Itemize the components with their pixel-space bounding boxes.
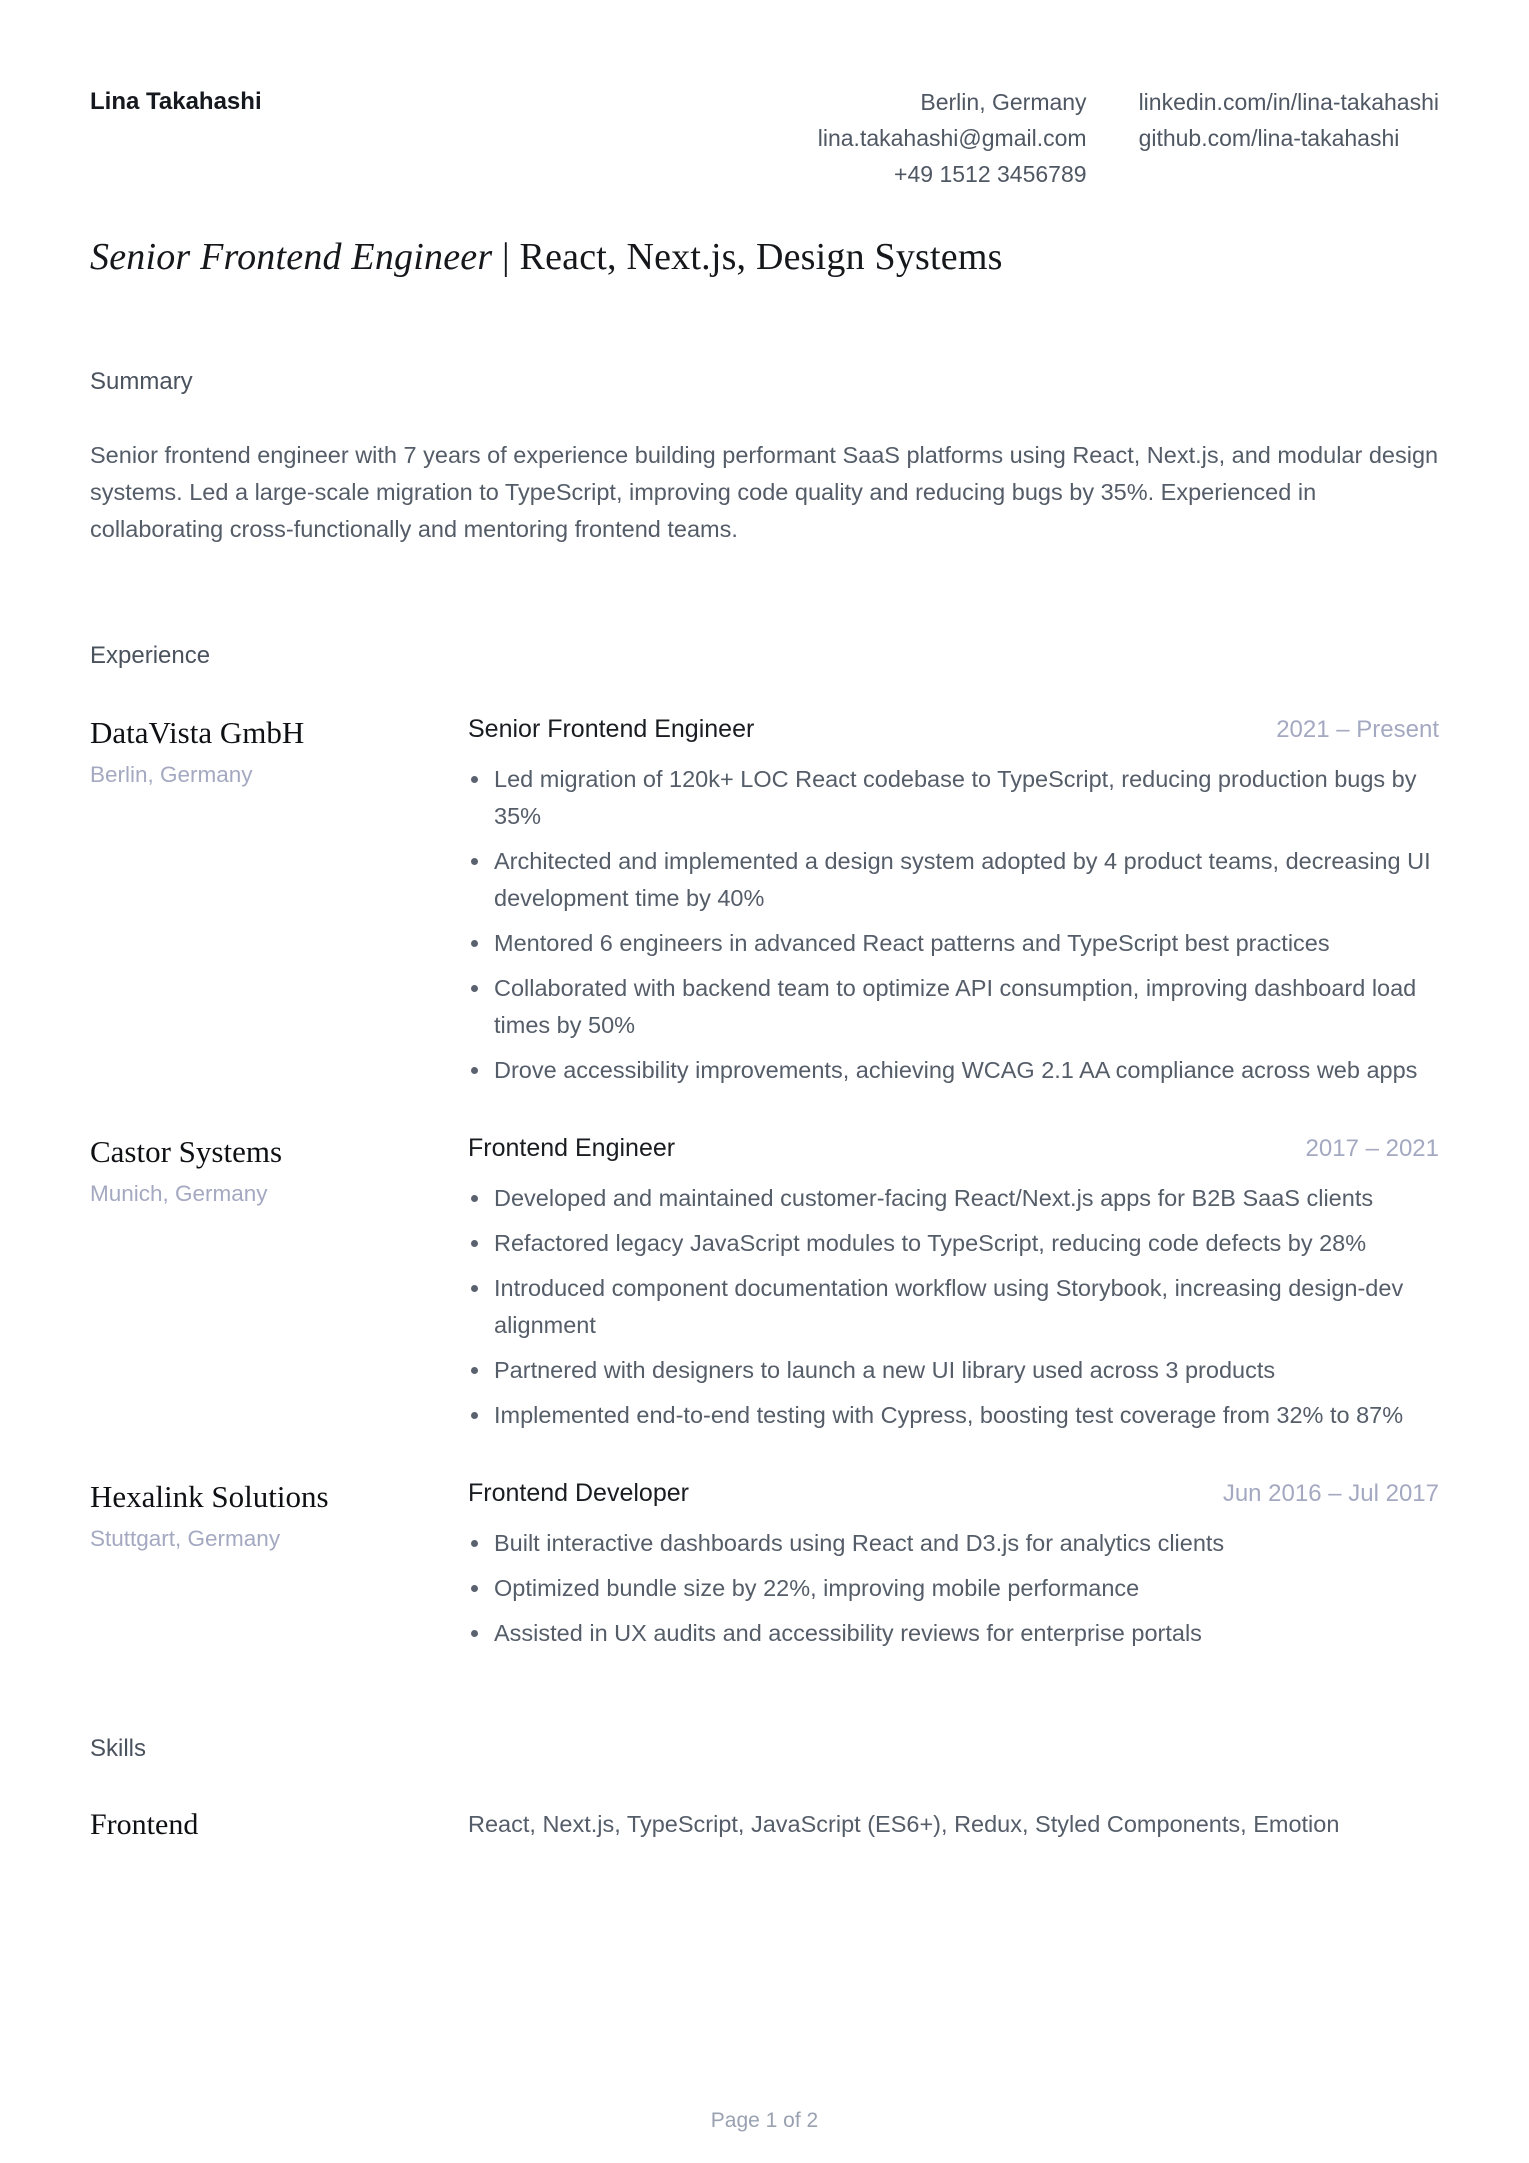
entry-detail-column — [468, 1133, 1439, 1434]
experience-section — [90, 641, 1439, 1652]
contact-primary — [818, 84, 1087, 192]
bullet-item: Architected and implemented a design system adopted by 4 product teams, decreasing UI development time by 40% — [468, 843, 1439, 917]
person-name: Lina Takahashi — [90, 88, 262, 115]
job-dates: 2021 – Present — [1276, 716, 1439, 743]
contact-block — [818, 84, 1439, 192]
entry-detail-column — [468, 714, 1439, 1089]
company-location: Berlin, Germany — [90, 762, 253, 787]
job-dates: 2017 – 2021 — [1305, 1135, 1439, 1162]
contact-links — [1139, 84, 1439, 192]
bullet-item: Led migration of 120k+ LOC React codebase to TypeScript, reducing production bugs by 35% — [468, 761, 1439, 835]
skill-category: Frontend — [90, 1808, 199, 1841]
headline-role: Senior Frontend Engineer — [90, 236, 493, 278]
headline — [90, 234, 1439, 281]
role-row — [468, 1478, 1439, 1509]
job-title: Senior Frontend Engineer — [468, 715, 755, 743]
company-location: Stuttgart, Germany — [90, 1526, 281, 1551]
page-indicator: Page 1 of 2 — [710, 2109, 819, 2132]
job-bullets — [468, 1525, 1439, 1652]
summary-label: Summary — [90, 368, 193, 395]
headline-separator: | — [492, 236, 520, 278]
experience-entry — [90, 1478, 1439, 1652]
page-footer — [0, 2109, 1529, 2133]
job-dates: Jun 2016 – Jul 2017 — [1222, 1480, 1439, 1507]
company-name: Hexalink Solutions — [90, 1479, 329, 1514]
role-row — [468, 1133, 1439, 1164]
company-name: Castor Systems — [90, 1134, 283, 1169]
bullet-item: Introduced component documentation workflow using Storybook, increasing design-dev alignment — [468, 1270, 1439, 1344]
job-bullets — [468, 1180, 1439, 1434]
bullet-item: Optimized bundle size by 22%, improving mobile performance — [468, 1570, 1439, 1607]
bullet-item: Developed and maintained customer-facing React/Next.js apps for B2B SaaS clients — [468, 1180, 1439, 1217]
contact-linkedin: linkedin.com/in/lina-takahashi — [1138, 89, 1439, 115]
bullet-item: Partnered with designers to launch a new UI library used across 3 products — [468, 1352, 1439, 1389]
entry-detail-column — [468, 1478, 1439, 1652]
company-location: Munich, Germany — [90, 1181, 268, 1206]
entry-company-column — [90, 714, 468, 1089]
resume-header — [90, 84, 1439, 192]
bullet-item: Refactored legacy JavaScript modules to TypeScript, reducing code defects by 28% — [468, 1225, 1439, 1262]
entry-company-column — [90, 1478, 468, 1652]
bullet-item: Collaborated with backend team to optimize API consumption, improving dashboard load times by 50% — [468, 970, 1439, 1044]
skills-section — [90, 1734, 1439, 1843]
role-row — [468, 714, 1439, 745]
skill-category-column — [90, 1806, 468, 1843]
bullet-item: Assisted in UX audits and accessibility reviews for enterprise portals — [468, 1615, 1439, 1652]
skill-group — [90, 1806, 1439, 1843]
skills-label: Skills — [90, 1735, 147, 1762]
skill-items-column — [468, 1806, 1439, 1843]
summary-section — [90, 367, 1439, 548]
experience-label: Experience — [90, 642, 211, 669]
contact-github: github.com/lina-takahashi — [1138, 125, 1400, 151]
bullet-item: Implemented end-to-end testing with Cypress, boosting test coverage from 32% to 87% — [468, 1397, 1439, 1434]
headline-specialties: React, Next.js, Design Systems — [519, 236, 1003, 278]
experience-entries — [90, 714, 1439, 1652]
company-name: DataVista GmbH — [90, 715, 305, 750]
skill-items: React, Next.js, TypeScript, JavaScript (ES6+), Redux, Styled Components, Emotion — [468, 1811, 1340, 1837]
job-title: Frontend Developer — [468, 1479, 689, 1507]
entry-company-column — [90, 1133, 468, 1434]
contact-location: Berlin, Germany — [920, 89, 1087, 115]
contact-email: lina.takahashi@gmail.com — [817, 125, 1087, 151]
job-title: Frontend Engineer — [468, 1134, 676, 1162]
job-bullets — [468, 761, 1439, 1089]
experience-entry — [90, 714, 1439, 1089]
summary-text: Senior frontend engineer with 7 years of experience building performant SaaS platforms using React, Next.js, and modular design systems. Led a large-scale migration to TypeScript, improving code quality and reducing bugs by 35%. Experienced in collaborating cross-functionally and mentoring frontend teams. — [90, 442, 1439, 542]
experience-entry — [90, 1133, 1439, 1434]
bullet-item: Mentored 6 engineers in advanced React patterns and TypeScript best practices — [468, 925, 1439, 962]
contact-phone: +49 1512 3456789 — [894, 161, 1087, 187]
bullet-item: Drove accessibility improvements, achieving WCAG 2.1 AA compliance across web apps — [468, 1052, 1439, 1089]
bullet-item: Built interactive dashboards using React and D3.js for analytics clients — [468, 1525, 1439, 1562]
skills-rows — [90, 1806, 1439, 1843]
